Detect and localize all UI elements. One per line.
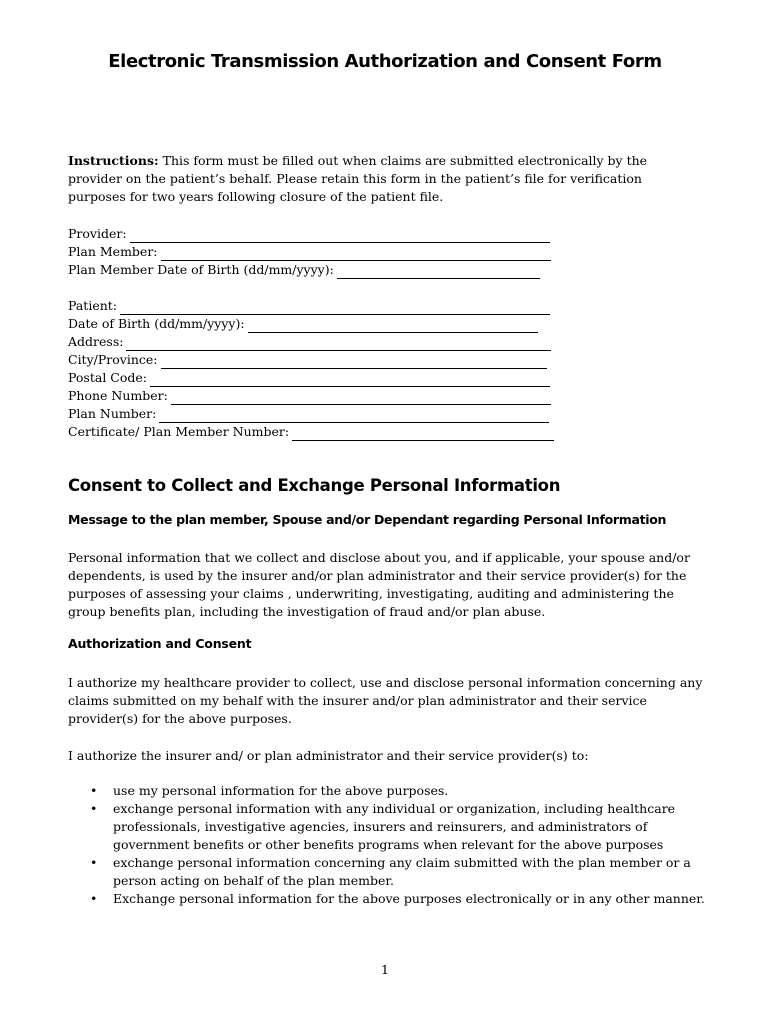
- authorization-paragraph-2: I authorize the insurer and/ or plan administrator and their service provider(s) to:: [68, 748, 589, 763]
- page-number: 1: [381, 962, 389, 977]
- consent-heading: Consent to Collect and Exchange Personal Information: [68, 476, 561, 495]
- fill-line[interactable]: [292, 426, 554, 441]
- field-date-of-birth: [68, 315, 568, 333]
- field-label: Postal Code:: [68, 370, 147, 385]
- instructions-text: This form must be filled out when claims are submitted electronically by the provider on the patient’s behalf. Please retain this form in the patient’s file for verification purposes for two years following closure of the patient file.: [68, 153, 648, 204]
- fill-line[interactable]: [337, 264, 540, 279]
- bullet-text: Exchange personal information for the above purposes electronically or in any other manner.: [113, 891, 705, 906]
- field-label: Plan Member Date of Birth (dd/mm/yyyy):: [68, 262, 334, 277]
- fill-line[interactable]: [248, 318, 538, 333]
- field-label: Date of Birth (dd/mm/yyyy):: [68, 316, 245, 331]
- fill-line[interactable]: [161, 246, 551, 261]
- fill-line[interactable]: [171, 390, 551, 405]
- authorization-bullet-list: [90, 782, 710, 908]
- fill-line[interactable]: [161, 354, 547, 369]
- bullet-text: exchange personal information with any individual or organization, including healthcare professionals, investigative agencies, insurers and reinsurers, and administrators of government benefits or other benefits programs when relevant for the above purposes: [113, 801, 676, 852]
- authorization-paragraph-1: I authorize my healthcare provider to collect, use and disclose personal information concerning any claims submitted on my behalf with the insurer and/or plan administrator and their service provider(s) for the above purposes.: [68, 675, 703, 726]
- patient-fields: [68, 297, 568, 441]
- field-label: Address:: [68, 334, 124, 349]
- consent-paragraph: Personal information that we collect and disclose about you, and if applicable, your spouse and/or dependents, is used by the insurer and/or plan administrator and their service provider(s) for the purposes of assessing your claims , underwriting, investigating, auditing and administering the group benefits plan, including the investigation of fraud and/or plan abuse.: [68, 550, 690, 619]
- bullet-text: exchange personal information concerning any claim submitted with the plan member or a person acting on behalf of the plan member.: [113, 855, 691, 888]
- field-postal-code: [68, 369, 568, 387]
- list-item: [90, 800, 710, 854]
- bullet-icon: •: [90, 891, 98, 906]
- field-plan-member-dob: [68, 261, 568, 279]
- instructions-label: Instructions:: [68, 153, 159, 168]
- field-label: Phone Number:: [68, 388, 168, 403]
- field-phone-number: [68, 387, 568, 405]
- list-item: [90, 782, 710, 800]
- plan-member-fields: [68, 225, 568, 279]
- field-plan-number: [68, 405, 568, 423]
- list-item: [90, 890, 710, 908]
- field-label: Plan Member:: [68, 244, 158, 259]
- authorization-heading: Authorization and Consent: [68, 636, 252, 651]
- bullet-icon: •: [90, 855, 98, 870]
- bullet-icon: •: [90, 801, 98, 816]
- field-certificate-number: [68, 423, 568, 441]
- field-plan-member: [68, 243, 568, 261]
- field-city-province: [68, 351, 568, 369]
- fill-line[interactable]: [120, 300, 550, 315]
- fill-line[interactable]: [126, 336, 551, 351]
- field-patient: [68, 297, 568, 315]
- fill-line[interactable]: [159, 408, 549, 423]
- field-label: Certificate/ Plan Member Number:: [68, 424, 290, 439]
- instructions-paragraph: [68, 152, 688, 206]
- bullet-text: use my personal information for the above purposes.: [113, 783, 449, 798]
- field-label: City/Province:: [68, 352, 158, 367]
- page-title: Electronic Transmission Authorization and Consent Form: [108, 51, 662, 72]
- list-item: [90, 854, 710, 890]
- fill-line[interactable]: [130, 228, 550, 243]
- consent-subheading: Message to the plan member, Spouse and/or Dependant regarding Personal Information: [68, 512, 667, 527]
- field-address: [68, 333, 568, 351]
- field-label: Plan Number:: [68, 406, 157, 421]
- field-provider: [68, 225, 568, 243]
- field-label: Patient:: [68, 298, 118, 313]
- bullet-icon: •: [90, 783, 98, 798]
- fill-line[interactable]: [150, 372, 550, 387]
- field-label: Provider:: [68, 226, 127, 241]
